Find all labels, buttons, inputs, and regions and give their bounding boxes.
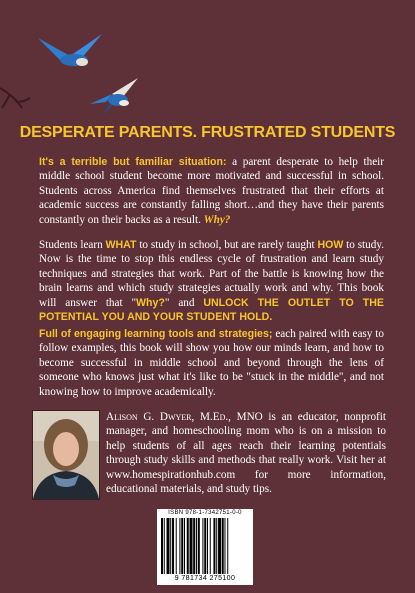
isbn-barcode — [157, 509, 253, 585]
headline: DESPERATE PARENTS. FRUSTRATED STUDENTS — [19, 124, 396, 141]
swallow-bird-icon — [30, 30, 110, 80]
why-emphasis: Why? — [203, 213, 231, 226]
author-bio: Alison G. Dwyer, M.Ed., MNO is an educator, nonprofit manager, and homeschooling mom who is on a mission to help students of all ages reach their learning potentials through study skills and methods that really work. Visit her at www.homespirationhub.com for more information, educational materials, and study tips. — [106, 411, 386, 496]
why-highlight: Why? — [136, 296, 165, 309]
what-highlight: WHAT — [105, 239, 137, 251]
how-highlight: HOW — [317, 239, 344, 251]
swallow-bird-icon — [86, 74, 146, 118]
paragraph-situation: It's a terrible but familiar situation: a parent desperate to help their middle school student become more motivated and successful in school. Students across America find themselves frustrated that their efforts at academic success are constantly falling short…and they have their parents constantly on their backs as a result. Why? — [39, 156, 384, 226]
isbn-number: ISBN 978-1-7342751-0-0 — [168, 510, 242, 516]
barcode-digits: 9 781734 275100 — [174, 575, 236, 582]
author-name: Alison G. Dwyer, M.Ed., MNO — [106, 411, 263, 423]
paragraph-learning: Students learn WHAT to study in school, but are rarely taught HOW to study. Now is the time to stop this endless cycle of frustration and learn study techniques and strategies that work. Part of the battle is knowing how the brain learns and which study strategies actually work and why. This book will answer that "Why?" and UNLOCK THE OUTLET TO THE POTENTIAL YOU AND YOUR STUDENT HOLD. — [39, 239, 385, 324]
tools-highlight: Full of engaging learning tools and strategies; — [39, 328, 273, 340]
barcode-icon — [161, 518, 249, 574]
author-photo — [32, 410, 100, 500]
lead-highlight: It's a terrible but familiar situation: — [39, 156, 227, 168]
unlock-highlight: UNLOCK THE OUTLET TO THE POTENTIAL YOU AND YOUR STUDENT HOLD. — [39, 296, 384, 324]
paragraph-tools: Full of engaging learning tools and strategies; each paired with easy to follow examples, this book will show you how our minds learn, and how to become successful in middle school and beyond through the lens of someone who knows just what it's like to be "stuck in the middle", and not knowing how to improve academically. — [39, 328, 384, 398]
